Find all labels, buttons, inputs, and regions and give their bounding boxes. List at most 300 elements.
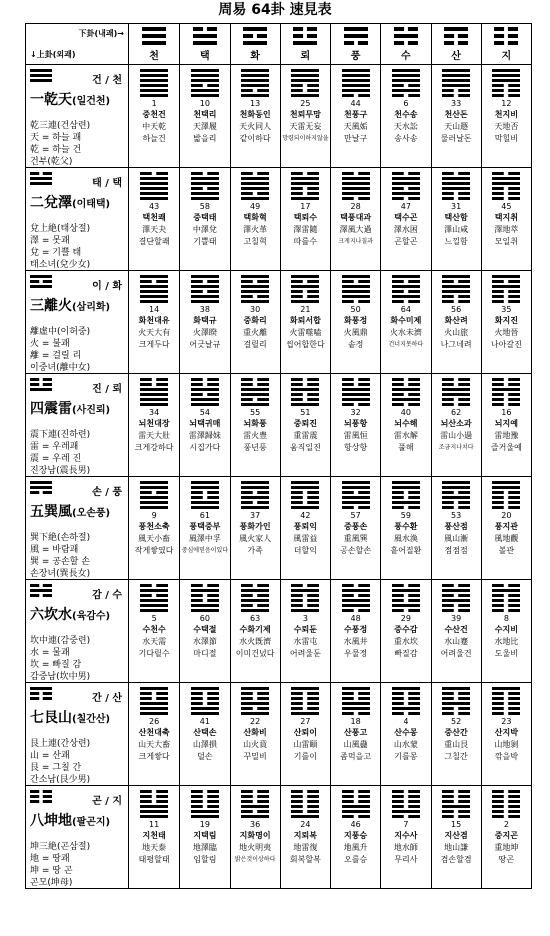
hexagram-meaning: 깎을박 [494,752,518,761]
hexagram-hanja-name: 火山旅 [444,328,469,337]
hexagram-number: 6 [403,99,409,108]
hexagram-korean-name: 천뢰무망 [289,110,321,119]
hexagram-number: 24 [300,820,311,829]
trigram-meaning-1: 山 = 산괘 [30,751,70,761]
row-trigram-info [26,271,129,373]
hexagram-meaning: 땅곤 [498,855,515,864]
hexagram-hanja-name: 澤水困 [393,225,418,234]
hexagram-number: 26 [149,717,160,726]
row-trigram-info [26,786,129,888]
hexagram-number: 44 [350,99,361,108]
hexagram-meaning: 기쁠태 [193,237,217,246]
hexagram-hanja-name: 水山蹇 [444,637,469,646]
hexagram-meaning: 느낄함 [444,237,468,246]
hexagram-korean-name: 택수곤 [394,213,418,222]
hexagram-meaning: 어긋날규 [189,340,221,349]
hexagram-number: 45 [501,202,512,211]
hexagram-korean-name: 화수미제 [390,316,422,325]
hexagram-hanja-name: 風水渙 [393,534,418,543]
hexagram-korean-name: 뇌천대장 [138,419,170,428]
hexagram-korean-name: 택지취 [494,213,518,222]
trigram-icon [30,69,52,82]
hexagram-number: 23 [501,717,512,726]
trigram-shape-note: 兌上絶(태상절) [30,224,91,234]
hexagram-meaning: 흩어질환 [390,546,422,555]
hexagram-icon [241,481,269,509]
trigram-meaning-2: 巽 = 공손할 손 [30,557,90,567]
hexagram-meaning: 시집가다 [189,443,221,452]
hexagram-number: 63 [250,614,261,623]
hexagram-icon [140,378,168,406]
hexagram-korean-name: 산택손 [193,728,217,737]
hexagram-number: 7 [403,820,409,829]
trigram-hanja: 一乾天 [30,92,72,108]
hexagram-icon [140,481,168,509]
hexagram-meaning: 움직일진 [289,443,321,452]
hexagram-number: 31 [451,202,462,211]
hexagram-meaning: 같이하다 [239,134,271,143]
hexagram-number: 15 [451,820,462,829]
hexagram-korean-name: 지택림 [193,831,217,840]
hexagram-number: 18 [350,717,361,726]
hexagram-korean-name: 화택규 [193,316,217,325]
hexagram-icon [392,481,420,509]
hexagram-meaning: 덜손 [197,752,213,761]
hexagram-hanja-name: 中天乾 [142,122,167,131]
hexagram-hanja-name: 風地觀 [494,534,519,543]
trigram-icon [30,584,52,597]
trigram-reading: (팔곤지) [72,817,111,828]
hexagram-icon [140,172,168,200]
trigram-reading: (삼리화) [72,302,111,313]
trigram-meaning-1: 風 = 바람괘 [30,545,79,555]
hexagram-number: 13 [250,99,261,108]
hexagram-icon [492,378,520,406]
hexagram-hanja-name: 重山艮 [444,740,469,749]
hexagram-icon [392,69,420,97]
trigram-icon [494,27,518,45]
hexagram-korean-name: 택풍대과 [340,213,372,222]
hexagram-hanja-name: 水澤節 [192,637,217,646]
hexagram-hanja-name: 地天泰 [142,843,167,852]
trigram-row [26,476,531,579]
trigram-icon [30,275,52,288]
hexagram-number: 14 [149,305,160,314]
trigram-icon [293,27,317,45]
hexagram-korean-name: 중산간 [444,728,468,737]
hexagram-cell [230,271,280,373]
hexagram-cell [280,683,330,785]
trigram-meaning-2: 坤 = 땅 곤 [30,866,73,876]
hexagram-korean-name: 뇌지예 [494,419,518,428]
col-trigram-name: 수 [401,51,411,62]
trigram-korean-name: 이 / 화 [92,281,122,292]
hexagram-korean-name: 화지진 [494,316,518,325]
hexagram-hanja-name: 風山漸 [444,534,469,543]
hexagram-hanja-name: 地風升 [343,843,368,852]
hexagram-number: 42 [300,511,311,520]
hexagram-korean-name: 풍택중부 [189,522,221,531]
hexagram-cell [330,786,380,888]
hexagram-meaning: 무리사 [394,855,418,864]
hexagram-icon [342,790,370,818]
hexagram-icon [291,584,319,612]
trigram-icon [394,27,418,45]
hexagram-icon [140,584,168,612]
hexagram-meaning: 기다릴수 [138,649,170,658]
hexagram-hanja-name: 地澤臨 [192,843,217,852]
hexagram-table [25,23,532,889]
hexagram-korean-name: 천화동인 [239,110,271,119]
trigram-row [26,167,531,270]
trigram-meaning-2: 坎 = 빠질 감 [30,660,82,670]
trigram-meaning-1: 火 = 불괘 [30,339,70,349]
hexagram-korean-name: 중수감 [394,625,418,634]
hexagram-meaning: 어려울둔 [289,649,321,658]
hexagram-icon [442,378,470,406]
trigram-icon [30,687,52,700]
trigram-title [30,89,110,109]
hexagram-number: 36 [250,820,261,829]
hexagram-number: 48 [350,614,361,623]
header-col [380,24,430,64]
hexagram-hanja-name: 雷火豊 [243,431,268,440]
hexagram-korean-name: 화풍정 [344,316,368,325]
hexagram-hanja-name: 水天需 [142,637,167,646]
hexagram-number: 41 [199,717,210,726]
hexagram-cell [431,683,481,785]
trigram-title [30,295,110,315]
hexagram-cell [380,65,430,167]
hexagram-hanja-name: 雷天大壯 [138,431,171,440]
hexagram-hanja-name: 風雷益 [293,534,318,543]
hexagram-meaning: 나아갈진 [490,340,522,349]
hexagram-icon [291,378,319,406]
hexagram-cell [280,786,330,888]
row-trigram-info [26,168,129,270]
hexagram-cell [431,65,481,167]
hexagram-hanja-name: 重火離 [243,328,268,337]
hexagram-korean-name: 풍천소축 [138,522,170,531]
hexagram-icon [342,378,370,406]
col-trigram-name: 지 [501,51,512,62]
trigram-korean-name: 손 / 풍 [92,487,122,498]
hexagram-icon [191,687,219,715]
hexagram-icon [291,172,319,200]
hexagram-cell [330,65,380,167]
hexagram-hanja-name: 地水師 [393,843,418,852]
hexagram-cell [380,477,430,579]
hexagram-cell [380,374,430,476]
hexagram-meaning: 도울비 [494,649,518,658]
col-trigram-name: 산 [451,51,461,62]
col-trigram-name: 택 [200,51,210,62]
hexagram-number: 57 [350,511,361,520]
hexagram-hanja-name: 雷水解 [393,431,418,440]
trigram-shape-note: 震下連(진하련) [30,430,91,440]
hexagram-number: 30 [250,305,261,314]
hexagram-number: 8 [503,614,509,623]
hexagram-number: 58 [199,202,210,211]
hexagram-cell [179,477,229,579]
hexagram-hanja-name: 天雷无妄 [289,122,322,131]
hexagram-icon [342,275,370,303]
hexagram-number: 59 [400,511,411,520]
hexagram-korean-name: 중풍손 [344,522,368,531]
hexagram-meaning: 밝은것이상하다 [234,856,276,863]
hexagram-meaning: 점점점 [444,546,468,555]
trigram-icon [30,790,52,803]
hexagram-number: 11 [149,820,160,829]
trigram-title [30,398,110,418]
hexagram-hanja-name: 重水坎 [393,637,418,646]
hexagram-hanja-name: 澤天夬 [142,225,167,234]
hexagram-hanja-name: 水火旣濟 [239,637,272,646]
hexagram-cell [230,477,280,579]
col-trigram-name: 화 [250,51,260,62]
trigram-reading: (이태택) [72,199,111,210]
trigram-family: 곤모(坤母) [30,878,73,888]
trigram-family: 감중남(坎中男) [30,672,91,682]
hexagram-meaning: 빠질감 [394,649,418,658]
hexagram-meaning: 회복할복 [289,855,321,864]
col-trigram-name: 풍 [350,51,361,62]
trigram-korean-name: 진 / 뢰 [92,384,122,395]
hexagram-cell [481,65,531,167]
hexagram-hanja-name: 水地比 [494,637,519,646]
hexagram-meaning: 우물정 [344,649,368,658]
hexagram-hanja-name: 山水蒙 [393,740,418,749]
hexagram-korean-name: 천수송 [394,110,418,119]
trigram-shape-note: 坎中連(감중련) [30,636,91,646]
trigram-family: 간소남(艮少男) [30,775,91,785]
row-trigram-info [26,374,129,476]
hexagram-meaning: 송사송 [394,134,418,143]
hexagram-korean-name: 산뢰이 [293,728,317,737]
hexagram-number: 1 [151,99,157,108]
hexagram-korean-name: 뇌산소과 [440,419,472,428]
hexagram-icon [241,172,269,200]
hexagram-korean-name: 수천수 [142,625,166,634]
hexagram-meaning: 풍년풍 [243,443,267,452]
trigram-hanja: 七艮山 [30,710,72,726]
hexagram-number: 56 [451,305,462,314]
hexagram-cell [380,580,430,682]
hexagram-korean-name: 중천건 [142,110,166,119]
hexagram-hanja-name: 雷地豫 [494,431,519,440]
hexagram-cell [129,786,179,888]
hexagram-meaning: 막힐비 [494,134,518,143]
trigram-title [30,192,110,212]
hexagram-number: 38 [199,305,210,314]
outer-trigram-label: ↓上卦(외괘) [30,50,76,59]
hexagram-icon [140,275,168,303]
hexagram-cell [431,271,481,373]
hexagram-korean-name: 택산함 [444,213,468,222]
hexagram-icon [241,378,269,406]
hexagram-hanja-name: 火水未濟 [389,328,422,337]
hexagram-hanja-name: 雷山小過 [440,431,473,440]
hexagram-hanja-name: 地山謙 [444,843,469,852]
hexagram-number: 53 [451,511,462,520]
hexagram-number: 16 [501,408,512,417]
hexagram-icon [392,275,420,303]
hexagram-meaning: 마디절 [193,649,217,658]
hexagram-meaning: 좀먹을고 [340,752,372,761]
hexagram-icon [241,687,269,715]
hexagram-cell [481,580,531,682]
trigram-family: 이중녀(離中女) [30,363,91,373]
trigram-korean-name: 간 / 산 [92,693,122,704]
hexagram-icon [392,790,420,818]
hexagram-meaning: 하늘건 [142,134,166,143]
hexagram-number: 19 [199,820,210,829]
hexagram-meaning: 결단할쾌 [138,237,170,246]
hexagram-korean-name: 산풍고 [344,728,368,737]
hexagram-hanja-name: 澤雷隨 [293,225,318,234]
hexagram-hanja-name: 澤火革 [243,225,268,234]
hexagram-number: 29 [400,614,411,623]
trigram-meaning-2: 艮 = 그칠 간 [30,763,82,773]
trigram-family: 진장남(震長男) [30,466,91,476]
hexagram-number: 40 [400,408,411,417]
hexagram-cell [280,168,330,270]
hexagram-meaning: 씹어합한다 [286,340,325,349]
trigram-hanja: 五巽風 [30,504,72,520]
hexagram-hanja-name: 山火賁 [243,740,268,749]
hexagram-cell [129,683,179,785]
hexagram-cell [179,271,229,373]
hexagram-number: 52 [451,717,462,726]
hexagram-cell [280,477,330,579]
hexagram-korean-name: 지뢰복 [293,831,317,840]
hexagram-hanja-name: 中澤兌 [192,225,217,234]
trigram-hanja: 二兌澤 [30,195,72,211]
hexagram-number: 5 [151,614,157,623]
hexagram-hanja-name: 天風姤 [343,122,368,131]
hexagram-meaning: 더할익 [293,546,317,555]
trigram-title [30,604,110,624]
hexagram-cell [330,580,380,682]
hexagram-hanja-name: 火天大有 [138,328,171,337]
hexagram-icon [342,481,370,509]
hexagram-hanja-name: 天水訟 [393,122,418,131]
hexagram-meaning: 가족 [247,546,263,555]
hexagram-hanja-name: 水雷屯 [293,637,318,646]
hexagram-hanja-name: 重雷震 [293,431,318,440]
hexagram-korean-name: 뇌수해 [394,419,418,428]
hexagram-number: 39 [451,614,462,623]
hexagram-cell [129,477,179,579]
hexagram-hanja-name: 山地剝 [494,740,519,749]
hexagram-korean-name: 수택절 [193,625,217,634]
hexagram-hanja-name: 天山遯 [444,122,469,131]
hexagram-cell [280,374,330,476]
trigram-reading: (사진뢰) [72,405,111,416]
hexagram-korean-name: 택화혁 [243,213,267,222]
trigram-title [30,707,110,727]
hexagram-icon [492,172,520,200]
hexagram-korean-name: 수풍정 [344,625,368,634]
trigram-reading: (일건천) [72,96,111,107]
hexagram-number: 21 [300,305,311,314]
hexagram-icon [442,69,470,97]
hexagram-korean-name: 산지박 [494,728,518,737]
hexagram-icon [492,69,520,97]
trigram-row [26,682,531,785]
hexagram-korean-name: 뇌택귀매 [189,419,221,428]
hexagram-number: 3 [302,614,308,623]
hexagram-icon [342,584,370,612]
row-trigram-info [26,477,129,579]
hexagram-hanja-name: 火地晉 [494,328,519,337]
trigram-hanja: 四震雷 [30,401,72,417]
hexagram-meaning: 꾸밀비 [243,752,267,761]
hexagram-cell [330,683,380,785]
hexagram-icon [392,584,420,612]
row-trigram-info [26,65,129,167]
hexagram-cell [230,374,280,476]
hexagram-korean-name: 수뢰둔 [293,625,317,634]
hexagram-meaning: 오를승 [344,855,368,864]
hexagram-meaning: 즐거울예 [490,443,522,452]
hexagram-icon [442,172,470,200]
hexagram-number: 35 [501,305,512,314]
hexagram-cell [280,580,330,682]
hexagram-icon [140,790,168,818]
trigram-shape-note: 艮上連(간상련) [30,739,91,749]
row-trigram-info [26,683,129,785]
trigram-meaning-1: 地 = 땅괘 [30,854,70,864]
trigram-korean-name: 건 / 천 [92,75,122,86]
hexagram-korean-name: 풍수환 [394,522,418,531]
hexagram-icon [392,687,420,715]
hexagram-cell [179,168,229,270]
hexagram-icon [191,69,219,97]
hexagram-number: 54 [199,408,210,417]
hexagram-icon [191,378,219,406]
hexagram-hanja-name: 風澤中孚 [188,534,221,543]
trigram-korean-name: 곤 / 지 [92,796,122,807]
hexagram-icon [492,790,520,818]
hexagram-korean-name: 풍뢰익 [293,522,317,531]
hexagram-number: 64 [400,305,411,314]
header-corner [26,24,129,64]
trigram-row [26,270,531,373]
trigram-hanja: 三離火 [30,298,72,314]
trigram-hanja: 八坤地 [30,813,72,829]
hexagram-meaning: 고칠혁 [243,237,267,246]
hexagram-cell [330,271,380,373]
hexagram-number: 2 [503,820,509,829]
hexagram-korean-name: 풍산점 [444,522,468,531]
hexagram-cell [431,477,481,579]
hexagram-number: 49 [250,202,261,211]
trigram-icon [243,27,267,45]
hexagram-number: 17 [300,202,311,211]
trigram-icon [30,378,52,391]
hexagram-meaning: 작게쌓였다 [134,546,174,555]
hexagram-korean-name: 천풍구 [344,110,368,119]
hexagram-cell [129,168,179,270]
hexagram-cell [380,786,430,888]
hexagram-hanja-name: 重風巽 [343,534,368,543]
hexagram-meaning: 물러날돈 [440,134,472,143]
hexagram-korean-name: 풍화가인 [239,522,271,531]
hexagram-korean-name: 지수사 [394,831,418,840]
hexagram-cell [431,168,481,270]
hexagram-korean-name: 화천대유 [138,316,170,325]
